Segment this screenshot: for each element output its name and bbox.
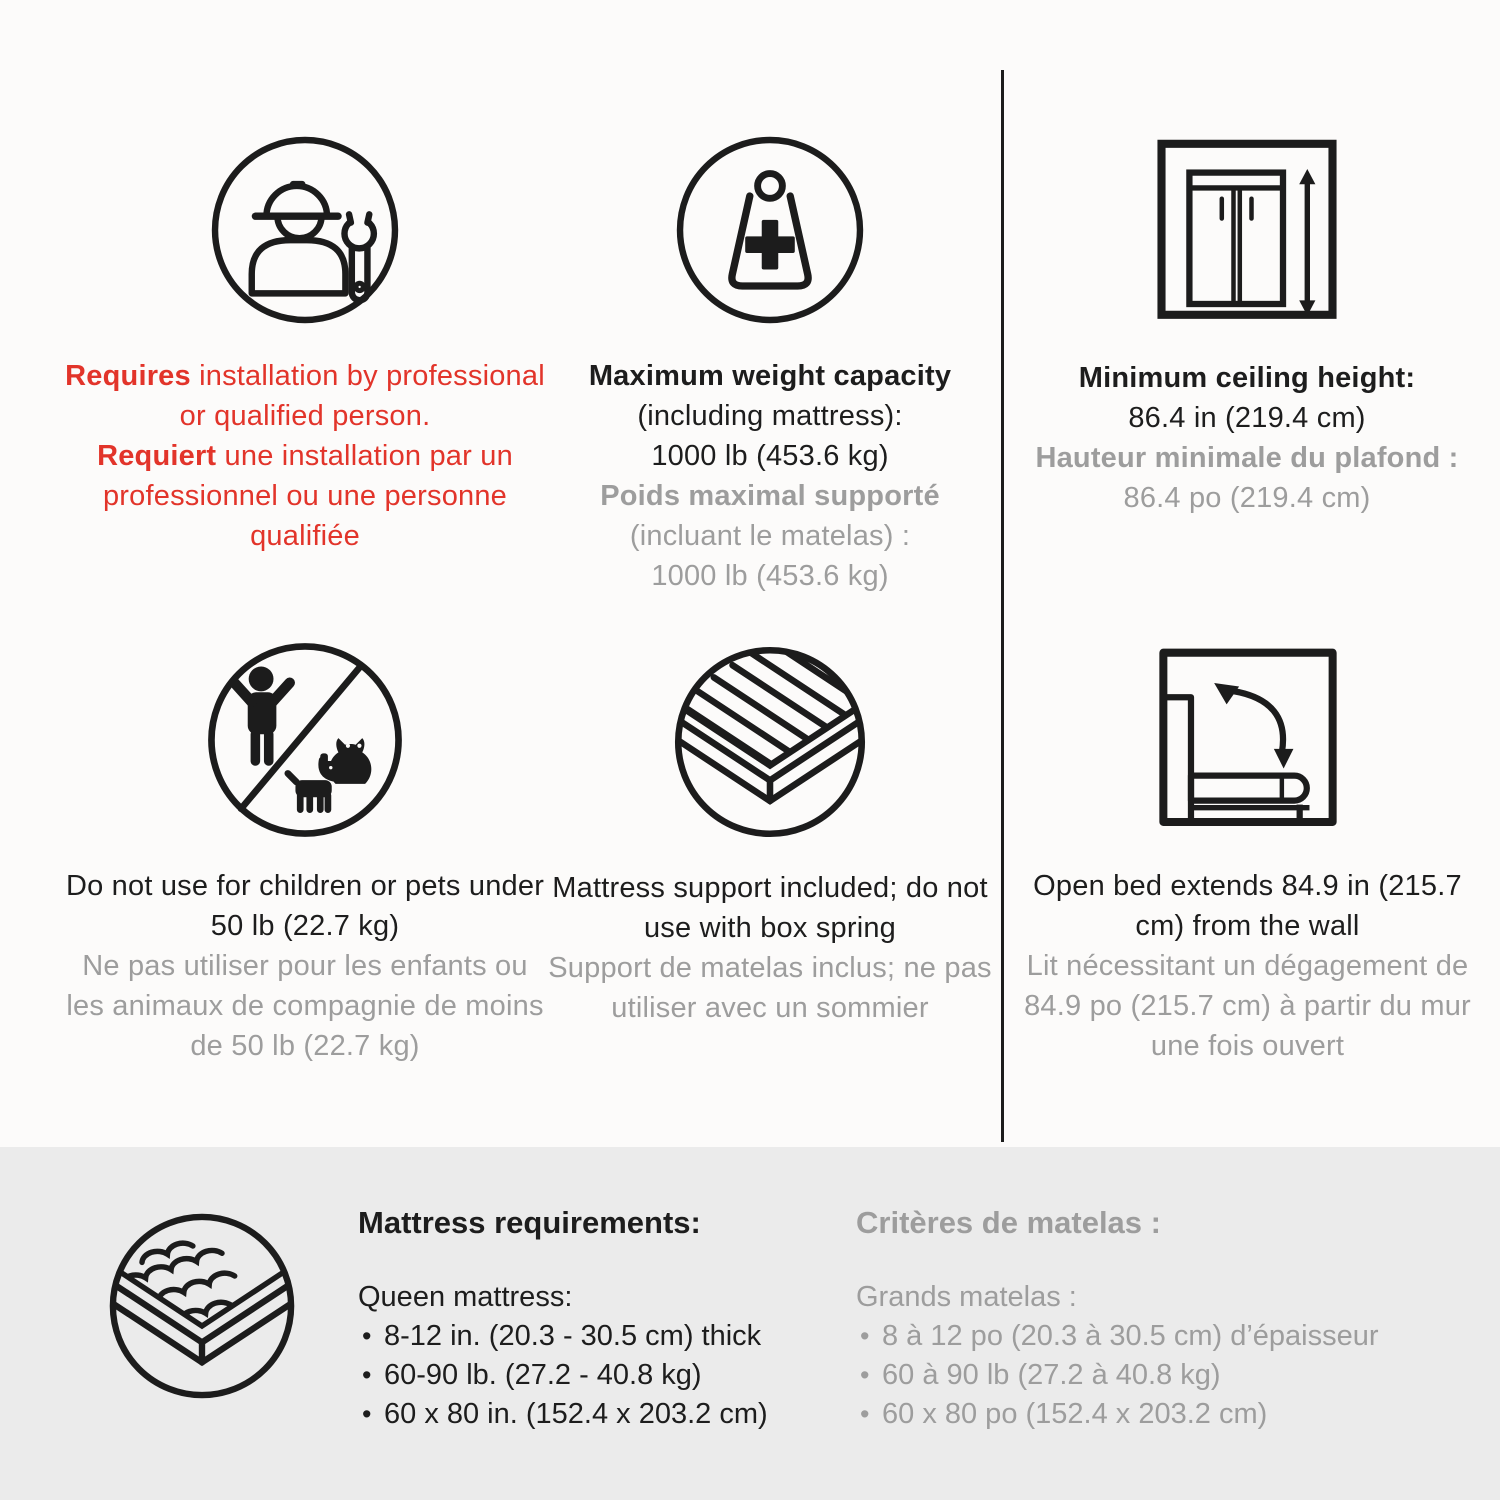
- children-text-fr: Ne pas utiliser pour les enfants ou les animaux de compagnie de moins de 50 lb (22.7 kg): [66, 950, 544, 1062]
- panel-mattress-support: [545, 638, 995, 1028]
- tufted-mattress-icon: [100, 1204, 304, 1408]
- mattress-requirements-heading-fr: Critères de matelas :: [856, 1205, 1161, 1240]
- panel-no-children-pets: [60, 636, 550, 1066]
- installation-rest-en: installation by professional or qualified person.: [179, 360, 545, 432]
- ceiling-title-en: Minimum ceiling height:: [1078, 362, 1416, 394]
- weight-title-en: Maximum weight capacity: [588, 360, 952, 392]
- panel-installation: [55, 126, 555, 556]
- installation-text-fr: [55, 436, 555, 556]
- weight-sub-en: (including mattress):: [637, 400, 903, 432]
- bed-opens-from-wall-icon: [1020, 636, 1475, 844]
- mattress-requirements-en: [358, 1203, 838, 1434]
- children-text-en: Do not use for children or pets under 50 lb (22.7 kg): [65, 870, 545, 942]
- list-item: • 60 x 80 po (152.4 x 203.2 cm): [856, 1395, 1476, 1434]
- installation-lead-fr: Requiert: [97, 440, 217, 472]
- vertical-divider-line: [1001, 70, 1004, 1142]
- mattress-specs-list-en: [358, 1317, 838, 1434]
- list-item: • 60-90 lb. (27.2 - 40.8 kg): [358, 1356, 838, 1395]
- list-item: • 8 à 12 po (20.3 à 30.5 cm) d’épaisseur: [856, 1317, 1476, 1356]
- cabinet-height-arrow-icon: [1027, 128, 1467, 336]
- mattress-requirements-heading-en: Mattress requirements:: [358, 1205, 701, 1240]
- installation-text-en: [55, 356, 555, 436]
- weight-plus-icon: [545, 126, 995, 334]
- queen-mattress-label: Queen mattress:: [358, 1281, 573, 1313]
- panel-weight-capacity: [545, 126, 995, 596]
- installation-rest-fr: une installation par un professionnel ou une personne qualifiée: [102, 440, 513, 552]
- support-text-fr: Support de matelas inclus; ne pas utiliser avec un sommier: [548, 952, 992, 1024]
- panel-bed-extends: [1020, 636, 1475, 1066]
- extend-text-en: Open bed extends 84.9 in (215.7 cm) from the wall: [1033, 870, 1462, 942]
- installation-lead-en: Requires: [65, 360, 191, 392]
- mattress-requirements-fr: [856, 1203, 1476, 1434]
- grands-matelas-label: Grands matelas :: [856, 1281, 1077, 1313]
- extend-text-fr: Lit nécessitant un dégagement de 84.9 po (215.7 cm) à partir du mur une fois ouvert: [1024, 950, 1471, 1062]
- weight-sub-fr: (incluant le matelas) :: [629, 520, 911, 552]
- list-item: • 60 x 80 in. (152.4 x 203.2 cm): [358, 1395, 838, 1434]
- mattress-specs-list-fr: [856, 1317, 1476, 1434]
- weight-title-fr: Poids maximal supporté: [600, 480, 940, 512]
- slatted-support-icon: [545, 638, 995, 846]
- installer-hardhat-wrench-icon: [55, 126, 555, 334]
- support-text-en: Mattress support included; do not use with box spring: [552, 872, 988, 944]
- ceiling-value-fr: 86.4 po (219.4 cm): [1123, 482, 1371, 514]
- ceiling-value-en: 86.4 in (219.4 cm): [1128, 402, 1366, 434]
- weight-value-en: 1000 lb (453.6 kg): [651, 440, 889, 472]
- no-children-pets-icon: [60, 636, 550, 844]
- list-item: • 8-12 in. (20.3 - 30.5 cm) thick: [358, 1317, 838, 1356]
- panel-ceiling-height: [1027, 128, 1467, 518]
- weight-value-fr: 1000 lb (453.6 kg): [651, 560, 889, 592]
- ceiling-title-fr: Hauteur minimale du plafond :: [1035, 442, 1459, 474]
- list-item: • 60 à 90 lb (27.2 à 40.8 kg): [856, 1356, 1476, 1395]
